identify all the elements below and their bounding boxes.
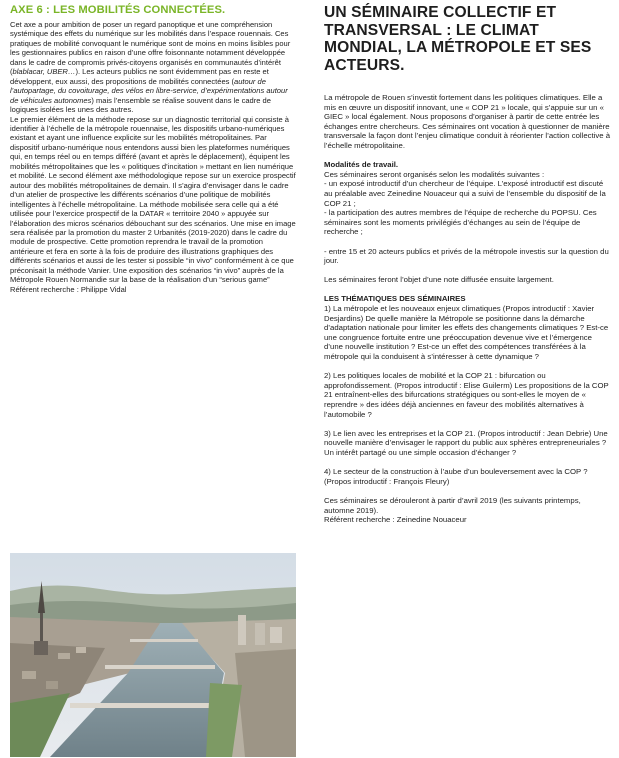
seminar-intro: La métropole de Rouen s’investit fortement dans les politiques climatiques. Elle a mis en œuvre un dispositif innovant, une « COP 21 » locale, qui s’appuie sur un « GIEC » local également. Nous proposons d’organiser à partir de cette entrée les échanges entre chercheurs. Ces séminaires ont vocation à questionner de manière transversale la façon dont l’enjeu climatique conduit à réorienter l’action collective à l’échelle métropolitaine. xyxy=(324,93,611,150)
theme-item: 1) La métropole et les nouveaux enjeux climatiques (Propos introductif : Xavier Desjardins) De quelle manière la Métropole se positionne dans la démarche d’adaptation nationale pour limiter les effets des changements climatiques ? Est-ce une congruence fortuite entre une préoccupation devenue vive et l’émergence d’une nouvelle institution ? Est-ce un effet des compétences transférées à la métropole qui la conduisent à s’intéresser à cette dynamique ? xyxy=(324,304,609,362)
modalites-line: - un exposé introductif d’un chercheur de l’équipe. L’exposé introductif est discuté au préalable avec Zeinedine Nouaceur qui a suivi de l’ensemble du dispositif de la COP 21 ; xyxy=(324,179,606,208)
left-column xyxy=(10,0,296,294)
themes-heading: LES THÉMATIQUES DES SÉMINAIRES xyxy=(324,294,466,304)
modalites-line: - la participation des autres membres de l’équipe de recherche du POPSU. Ces séminaires sont les moments privilégiés d’échanges au sein de l’équipe de recherche ; xyxy=(324,208,597,237)
theme-item: 2) Les politiques locales de mobilité et la COP 21 : bifurcation ou approfondissement. (Propos introductif : Elise Guilerm) Les propositions de la COP 21 entraînent-elles des bifurcations stratégiques ou sont-elles le moyen de « reprendre » des idées déjà anciennes en faveur des mobilités alternatives à l’automobile ? xyxy=(324,371,609,419)
seminar-referent: Référent recherche : Zeinedine Nouaceur xyxy=(324,515,467,525)
modalites-line: Ces séminaires seront organisés selon les modalités suivantes : xyxy=(324,169,545,179)
axe6-method-paragraph: Le premier élément de la méthode repose sur un diagnostic territorial qui consiste à identifier à l’échelle de la métropole rouennaise, les dispositifs urbano-numériques existant et ayant une influence explicite sur les mobilités métropolitaines. Par dispositif urbano-numérique nous entendons aussi bien les plateformes numériques qui, en temps réel ou en temps différé (avant et après le déplacement), équipent les mobilités métropolitaines que les « politiques d’incitation » mettant en lien numérique et mobilité. Le second élément axe méthodologique repose sur un exercice prospectif autour des mobilités métropolitaines de demain. Il s’agira d’envisager dans le cadre d’un atelier de prospective les différents scénarios d’une politique de mobilités intelligentes à l’échelle métropolitaine. La méthode mobilisée sera celle qui a été utilisée pour l’exercice prospectif de la DATAR « territoire 2040 » appuyée sur l’élaboration des micros scénarios débouchant sur des scénarios. Une mise en image sera réalisée par la promotion du master 2 Urbanités (2019-2020) dans le cadre du module de prospective. Cette promotion reprendra le travail de la promotion antérieure et fera en sorte à la fois de produire des illustrations graphiques des différents scénarios et aussi de les tester si possible “in vivo” conformément à ce que préconisait la méthode Vanier. Une exposition des scénarios “in vivo” auprès de la Métropole Rouen Normandie sur la base de la réalisation d’un “serious game” xyxy=(10,114,296,285)
axe6-intro: Cet axe a pour ambition de poser un regard panoptique et une compréhension systémique des effets du numérique sur les mobilités dans l’espace rouennais. Ces pratiques de mobilité convoquant le numérique sont de moins en moins lisibles pour les gestionnaires publics en raison d’une offre foisonnante notamment développée dans le cadre de compromis privés-citoyens organisés en communautés d’intérêt (blablacar, UBER…). Les acteurs publics ne sont évidemment pas en reste et développent, eux aussi, des propositions de mobilités connectées (autour de l’autopartage, du covoiturage, des vélos en libre-service, d’expérimentations autour de véhicules autonomes) mais l’ensemble se réalise souvent dans le cadre de logiques isolées les unes des autres. xyxy=(10,20,291,115)
seminar-title: UN SÉMINAIRE COLLECTIF ET TRANSVERSAL : LE CLIMAT MONDIAL, LA MÉTROPOLE ET SES ACTEURS. xyxy=(324,4,592,74)
modalites-heading: Modalités de travail. xyxy=(324,160,399,170)
axe6-body xyxy=(10,20,296,294)
axe6-title: AXE 6 : LES MOBILITÉS CONNECTÉES. xyxy=(10,4,226,16)
theme-item: 4) Le secteur de la construction à l’aube d’un bouleversement avec la COP ? (Propos introductif : François Fleury) xyxy=(324,467,588,486)
axe6-referent: Référent recherche : Philippe Vidal xyxy=(10,284,127,294)
seminar-note: Les séminaires feront l’objet d’une note diffusée ensuite largement. xyxy=(324,275,554,285)
rouen-aerial-photo xyxy=(10,553,296,757)
right-column xyxy=(324,0,612,525)
rouen-aerial-photo-graphic xyxy=(10,553,296,757)
theme-item: 3) Le lien avec les entreprises et la COP 21. (Propos introductif : Jean Debrie) Une nouvelle manière d’envisager le rapport du public aux sphères entrepreneuriales ? Un intérêt partagé ou une simple occasion d’échanger ? xyxy=(324,428,608,457)
seminar-closing: Ces séminaires se dérouleront à partir d’avril 2019 (les suivants printemps, automne 2019). xyxy=(324,495,581,515)
modalites-line: - entre 15 et 20 acteurs publics et privés de la métropole investis sur la question du jour. xyxy=(324,246,609,266)
seminar-body xyxy=(324,93,612,525)
